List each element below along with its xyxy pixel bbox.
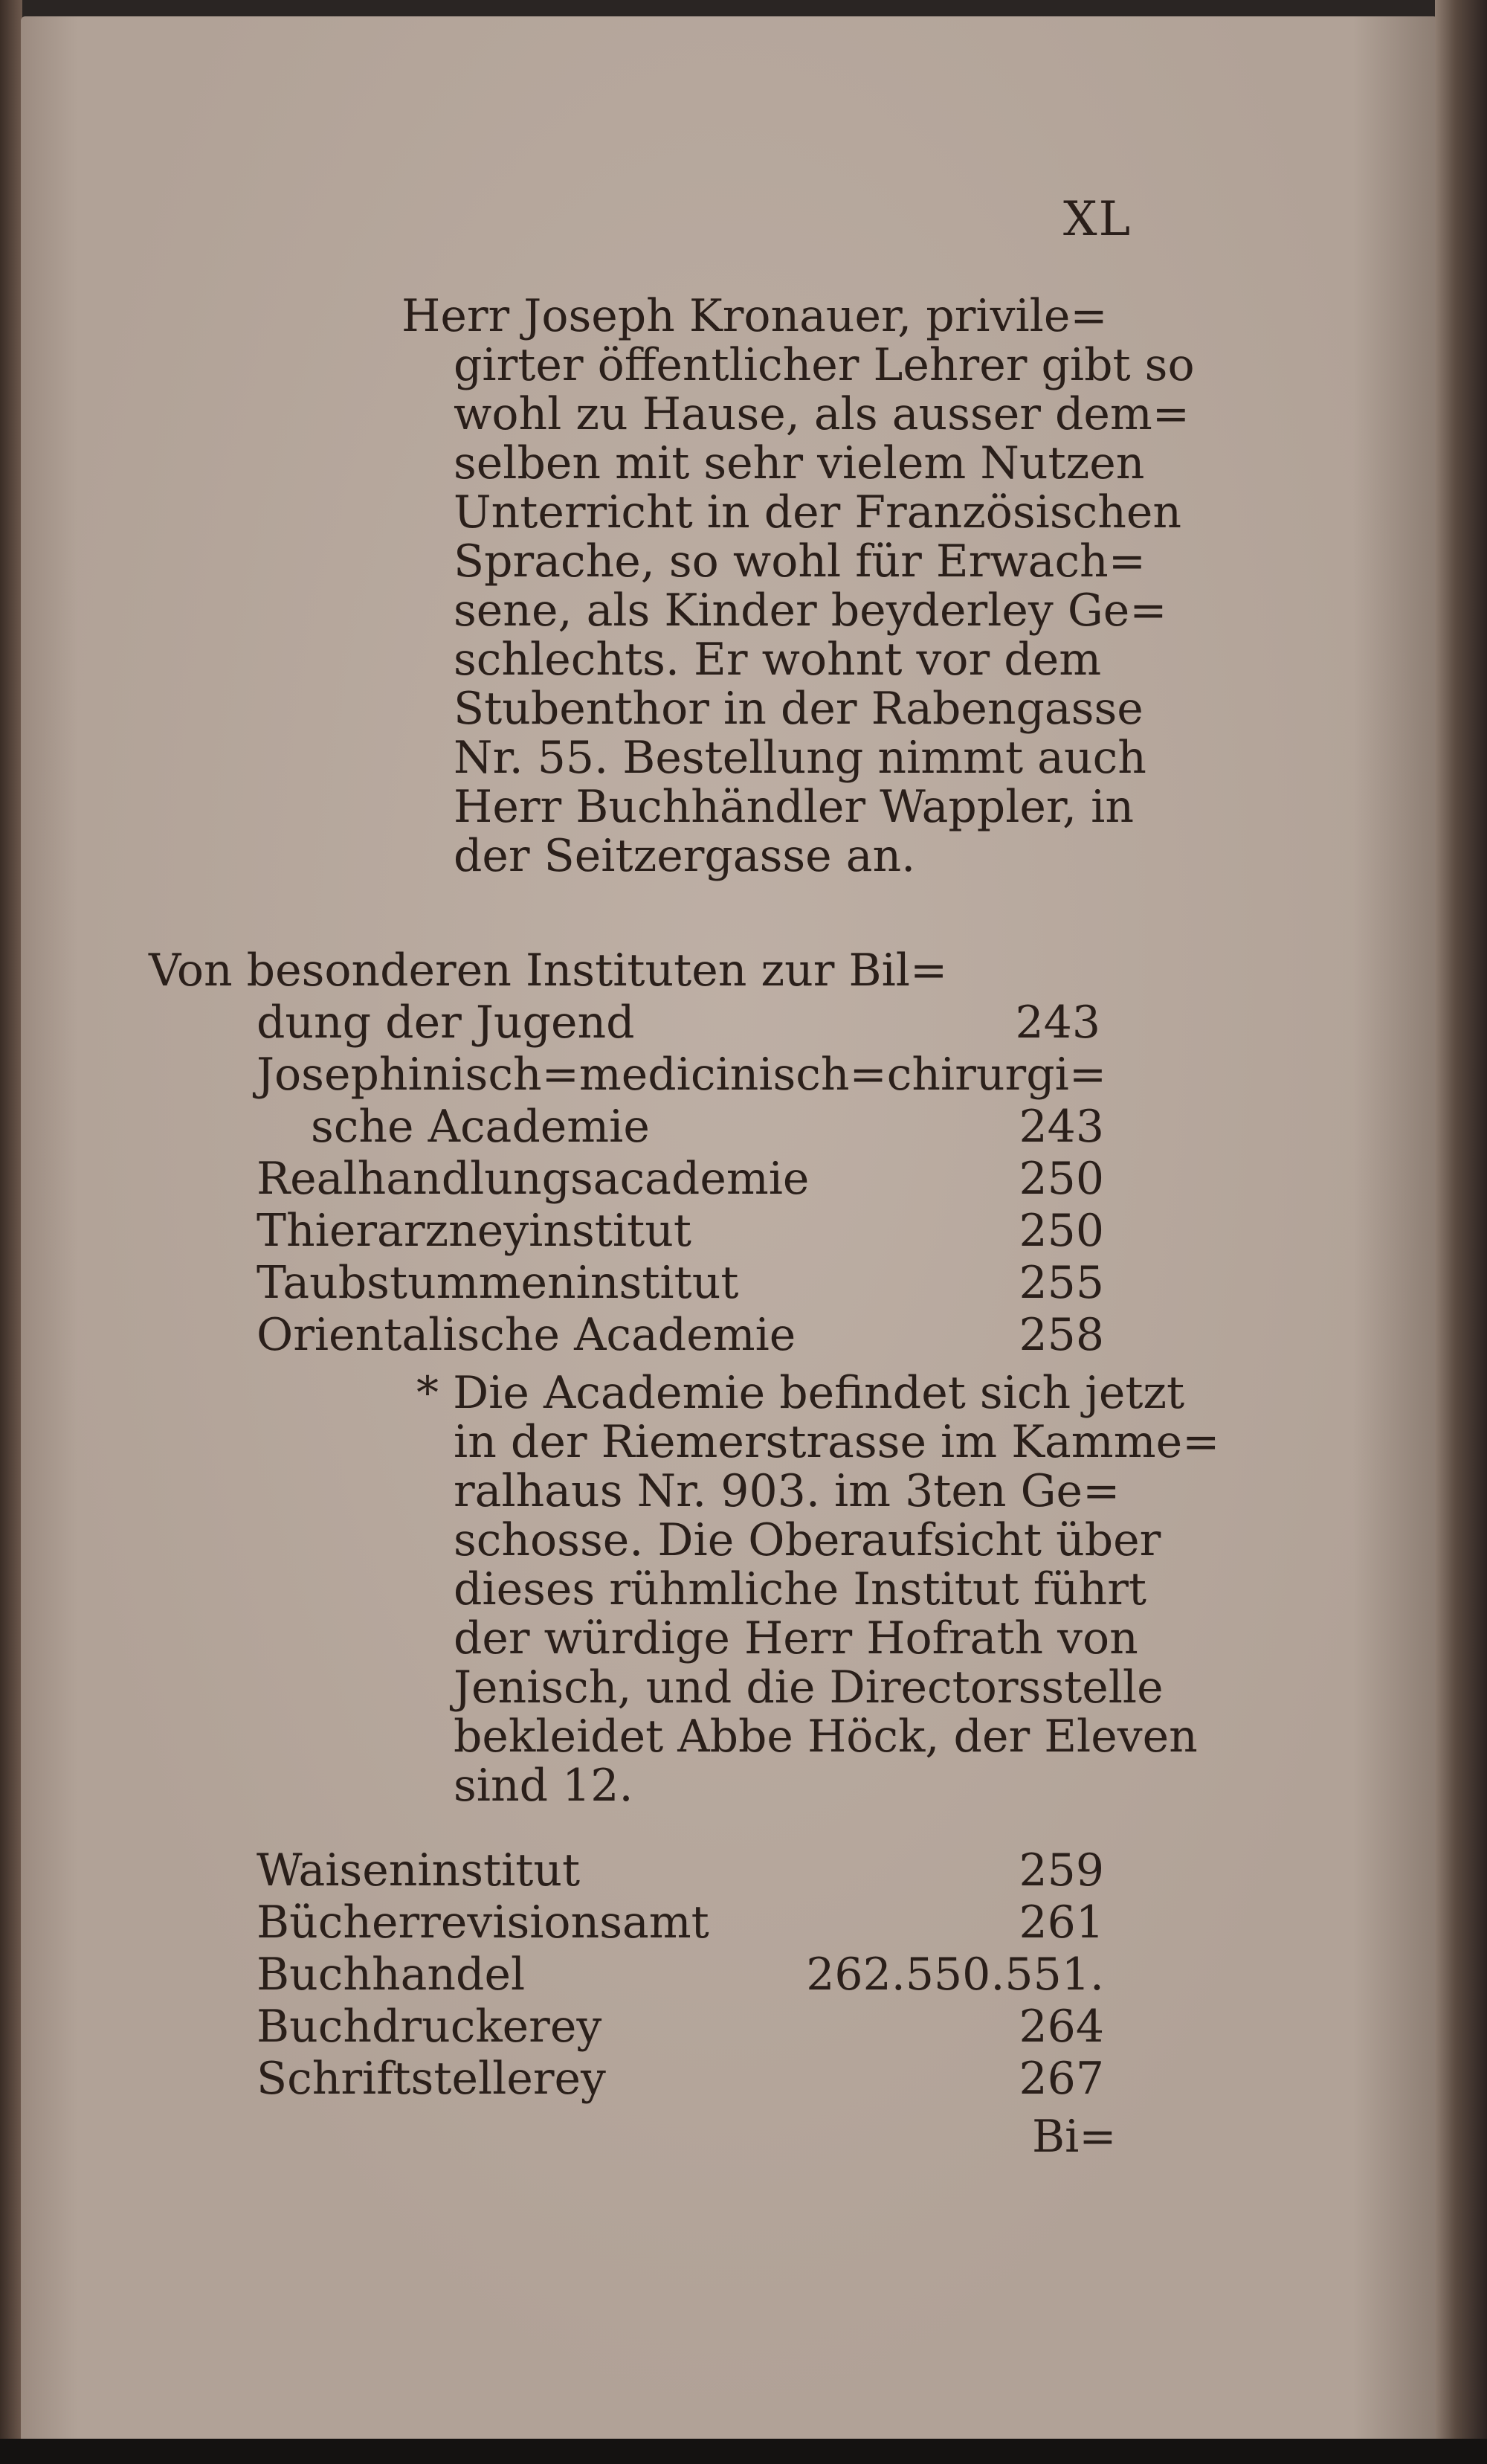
section-heading-row (149, 997, 1100, 1049)
footnote-line: schosse. Die Oberaufsicht über (454, 1514, 1161, 1566)
intro-line: Herr Buchhändler Wappler, in (454, 781, 1134, 833)
entry-label: sche Academie (311, 1101, 650, 1153)
footnote-line: sind 12. (454, 1760, 633, 1812)
intro-line: Unterricht in der Französischen (454, 486, 1182, 538)
book-edge-right (1435, 0, 1487, 2464)
entry-page: 264 (1019, 2001, 1104, 2053)
intro-line: Sprache, so wohl für Erwach= (454, 535, 1146, 588)
footnote-line: Jenisch, und die Directorsstelle (454, 1662, 1164, 1714)
footnote-line: ralhaus Nr. 903. im 3ten Ge= (454, 1465, 1120, 1517)
intro-line: selben mit sehr vielem Nutzen (454, 437, 1145, 489)
entry-page: 255 (1019, 1257, 1104, 1309)
entry-label: Buchdruckerey (257, 2001, 602, 2053)
footnote-line: in der Riemerstrasse im Kamme= (454, 1416, 1220, 1468)
intro-line: wohl zu Hause, als ausser dem= (454, 388, 1190, 440)
section-heading-line1: Von besonderen Instituten zur Bil= (149, 945, 948, 997)
entry-label: Buchhandel (257, 1949, 526, 2001)
intro-line: Stubenthor in der Rabengasse (454, 683, 1144, 735)
page-number: XL (1063, 192, 1132, 247)
index-entry (257, 1309, 1104, 1361)
intro-line: Nr. 55. Bestellung nimmt auch (454, 732, 1146, 784)
index-entry (257, 1049, 1107, 1101)
entry-label: Schriftstellerey (257, 2053, 606, 2105)
intro-line: girter öffentlicher Lehrer gibt so (454, 339, 1195, 391)
entry-page: 250 (1019, 1153, 1104, 1205)
index-entry (257, 1897, 1104, 1949)
intro-line: sene, als Kinder beyderley Ge= (454, 585, 1167, 637)
entry-label: Taubstummeninstitut (257, 1257, 739, 1309)
footnote-line: * Die Academie befindet sich jetzt (416, 1367, 1185, 1419)
book-edge-left (0, 0, 22, 2464)
intro-line: schlechts. Er wohnt vor dem (454, 634, 1102, 686)
index-entry (257, 1949, 1104, 2001)
index-entry (257, 1205, 1104, 1257)
catchword: Bi= (1032, 2111, 1117, 2163)
index-entry (257, 1257, 1104, 1309)
index-entry (257, 1153, 1104, 1205)
entry-page: 262.550.551. (806, 1949, 1104, 2001)
footnote-line: dieses rühmliche Institut führt (454, 1563, 1146, 1615)
book-edge-bottom (0, 2439, 1487, 2464)
entry-page: 261 (1019, 1897, 1104, 1949)
entry-page: 250 (1019, 1205, 1104, 1257)
entry-label: Thierarzneyinstitut (257, 1205, 691, 1257)
intro-paragraph (401, 290, 1195, 882)
intro-line: Herr Joseph Kronauer, privile= (401, 290, 1108, 342)
section-heading (149, 945, 1100, 1049)
entry-page: 243 (1019, 1101, 1104, 1153)
section-heading-line2: dung der Jugend (257, 997, 635, 1049)
entry-label: Orientalische Academie (257, 1309, 796, 1361)
index-entry (257, 2001, 1104, 2053)
footnote-line: der würdige Herr Hofrath von (454, 1612, 1138, 1664)
entry-page: 259 (1019, 1844, 1104, 1897)
footnote-line: bekleidet Abbe Höck, der Eleven (454, 1711, 1198, 1763)
index-entry (257, 1844, 1104, 1897)
index-entry (257, 2053, 1104, 2105)
index-entry (311, 1101, 1104, 1153)
intro-line: der Seitzergasse an. (454, 830, 916, 882)
entry-page: 258 (1019, 1309, 1104, 1361)
section-heading-page: 243 (1015, 997, 1100, 1049)
entry-label: Realhandlungsacademie (257, 1153, 810, 1205)
entry-page: 267 (1019, 2053, 1104, 2105)
footnote (416, 1367, 1220, 1812)
entry-label: Bücherrevisionsamt (257, 1897, 709, 1949)
entry-label: Josephinisch=medicinisch=chirurgi= (257, 1049, 1107, 1101)
entry-label: Waiseninstitut (257, 1844, 581, 1897)
